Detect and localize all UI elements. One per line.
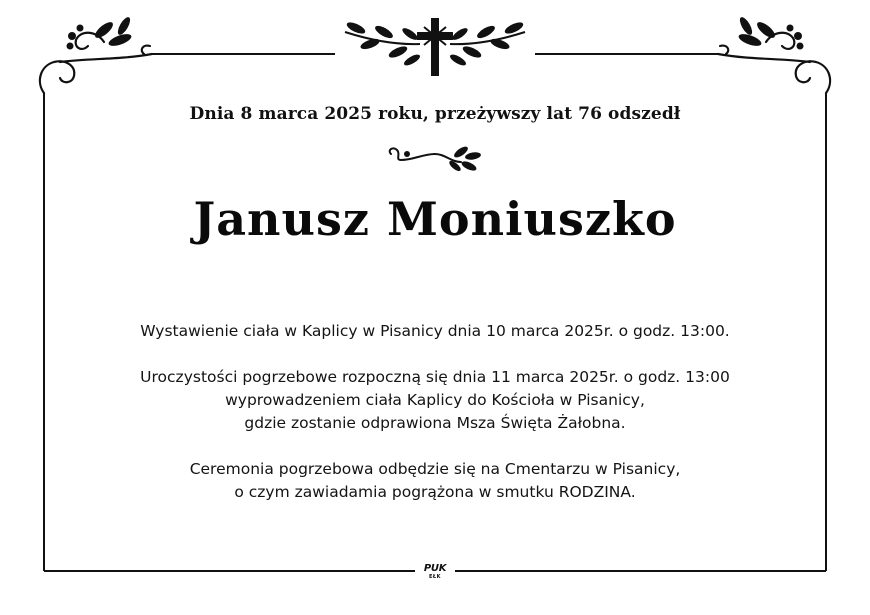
olive-branch-icon <box>345 20 422 67</box>
logo-main-text: PUK <box>423 563 447 574</box>
flourish-icon <box>383 140 487 176</box>
burial-line: o czym zawiadamia pogrążona w smutku RODZINA. <box>234 483 636 501</box>
swirl-ornament-icon <box>40 33 152 93</box>
death-intro-text: Dnia 8 marca 2025 roku, przeżywszy lat 76 odszedł <box>189 104 681 124</box>
swirl-ornament-icon <box>718 33 830 93</box>
ceremony-line: Uroczystości pogrzebowe rozpoczną się dnia 11 marca 2025r. o godz. 13:00 <box>140 368 730 386</box>
burial-line: Ceremonia pogrzebowa odbędzie się na Cmentarzu w Pisanicy, <box>189 460 681 478</box>
olive-branch-icon <box>448 20 525 67</box>
funeral-home-logo <box>418 563 452 583</box>
ceremony-paragraph <box>60 366 810 435</box>
viewing-line: Wystawienie ciała w Kaplicy w Pisanicy dnia 10 marca 2025r. o godz. 13:00. <box>140 322 730 340</box>
logo-sub-text: EŁK <box>428 574 441 580</box>
funeral-details <box>60 320 810 527</box>
cross-icon <box>417 18 453 76</box>
viewing-paragraph <box>60 320 810 343</box>
ceremony-line: wyprowadzeniem ciała Kaplicy do Kościoła w Pisanicy, <box>225 391 645 409</box>
burial-paragraph <box>60 458 810 504</box>
deceased-name: Janusz Moniuszko <box>193 192 677 246</box>
ceremony-line: gdzie zostanie odprawiona Msza Święta Żałobna. <box>244 414 626 432</box>
